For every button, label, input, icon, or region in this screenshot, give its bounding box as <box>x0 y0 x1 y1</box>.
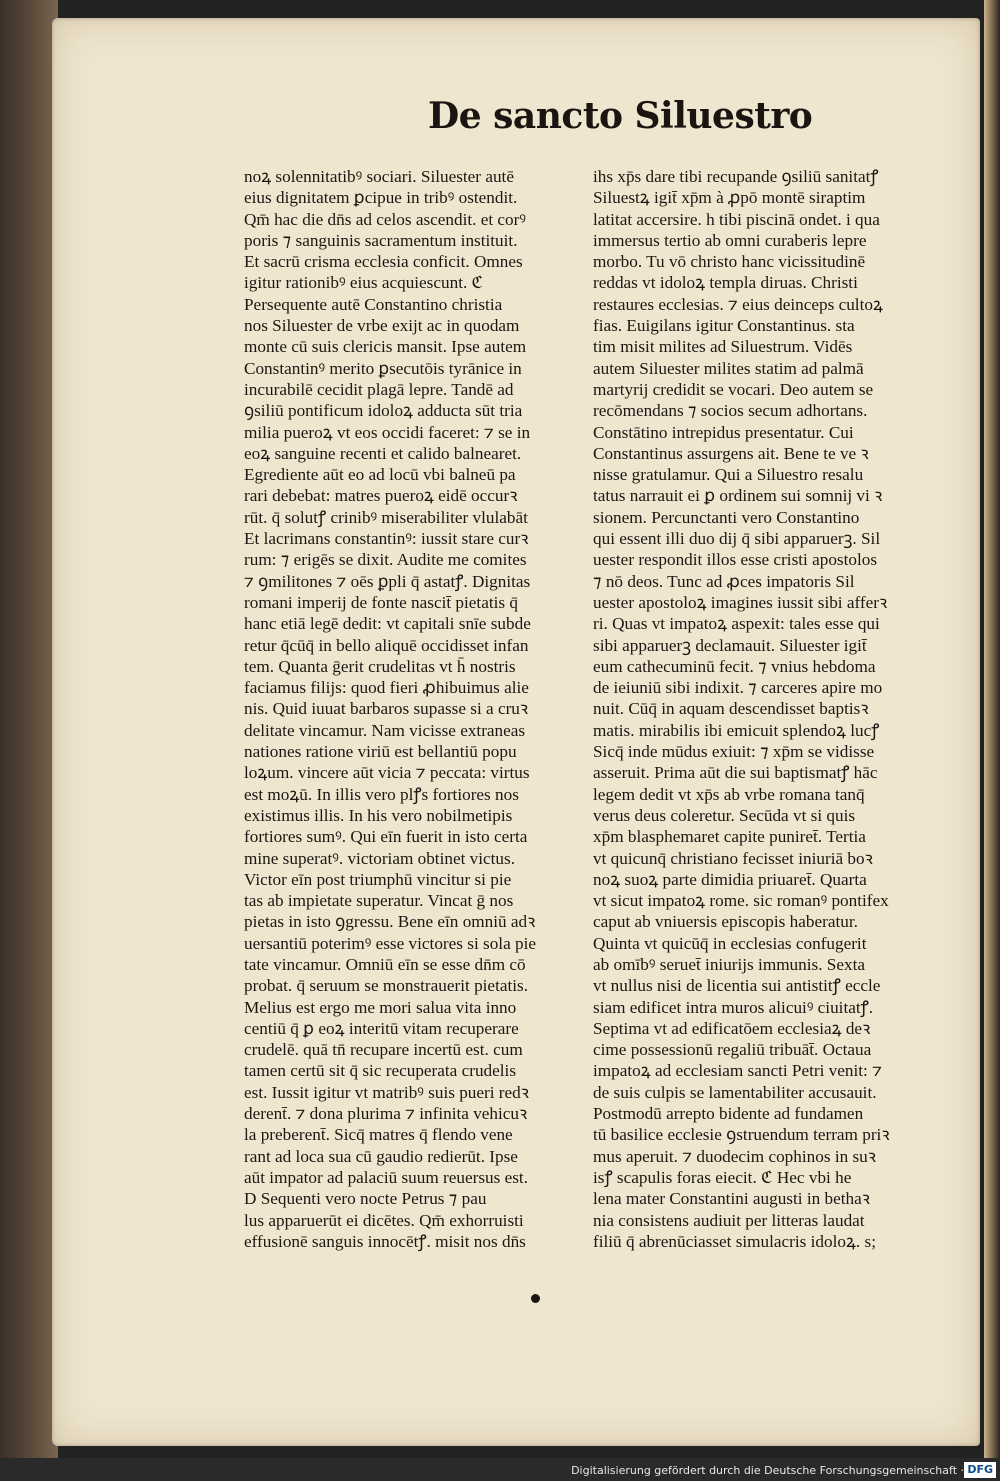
text-line: D Sequenti vero nocte Petrus ⁊ pau <box>244 1189 487 1209</box>
text-line: faciamus filijs: quod fieri ꝓhibuimus alie <box>244 678 529 698</box>
text-line: Quinta vt quicūq̄ in ecclesias confugerit <box>593 933 867 953</box>
text-line: noꝝ solennitatibꝰ sociari. Siluester autē <box>244 167 514 186</box>
text-line: immersus tertio ab omni curaberis lepre <box>593 230 867 250</box>
text-line: lus apparuerūt ei dicētes. Qm̄ exhorruisti <box>244 1210 524 1230</box>
text-line: Persequente autē Constantino christia <box>244 294 503 314</box>
text-line: ꝯsiliū pontificum idoloꝝ adducta sūt tria <box>244 401 523 421</box>
text-line: sionem. Percunctanti vero Constantino <box>593 507 860 527</box>
text-line: mus aperuit. ⁊ duodecim cophinos in suꝛ <box>593 1146 876 1166</box>
text-line: Melius est ergo me mori salua vita inno <box>244 997 517 1017</box>
text-line: ri. Quas vt impatoꝝ aspexit: tales esse qui <box>593 614 880 634</box>
text-line: tas ab impietate superatur. Vincat ḡ nos <box>244 891 514 911</box>
text-line: ab omībꝰ seruet̄ iniurijs immunis. Sexta <box>593 954 865 974</box>
text-line: Sicq̄ inde mūdus exiuit: ⁊ xp̄m se vidisse <box>593 742 875 762</box>
text-line: reddas vt idoloꝝ templa diruas. Christi <box>593 273 858 293</box>
text-line: siam edificet intra muros alicuiꝰ ciuitatꝭ. <box>593 997 874 1017</box>
text-line: est. Iussit igitur vt matribꝰ suis pueri redꝛ <box>244 1082 529 1102</box>
text-line: xp̄m blasphemaret capite puniret̄. Tertia <box>593 827 866 847</box>
text-line: nos Siluester de vrbe exijt ac in quodam <box>244 316 520 336</box>
text-line: centiū q̄ ꝑ eoꝝ interitū vitam recuperare <box>244 1018 519 1038</box>
running-head: De sancto Siluestro <box>428 95 813 137</box>
text-line: tate vincamur. Omniū eīn se esse dn̄m cō <box>244 954 526 974</box>
text-line: Constantinus assurgens ait. Bene te ve ꝛ <box>593 443 869 463</box>
text-line: ihs xp̄s dare tibi recupande ꝯsiliū sanitatꝭ <box>593 167 879 186</box>
text-line: matis. mirabilis ibi emicuit splendoꝝ lucꝭ <box>593 720 880 740</box>
text-line: isꝭ scapulis foras eiecit. ℭ Hec vbi he <box>593 1167 852 1187</box>
text-line: qui essent illi duo dij q̄ sibi apparuerꝫ. Sil <box>593 529 881 549</box>
text-line: rum: ⁊ erigēs se dixit. Audite me comites <box>244 550 527 570</box>
text-line: tatus narrauit ei ꝑ ordinem sui somnij vi ꝛ <box>593 486 883 506</box>
text-line: pietas in isto ꝯgressu. Bene eīn omniū adꝛ <box>244 912 536 932</box>
text-line: mine superatꝰ. victoriam obtinet victus. <box>244 848 515 868</box>
text-line: de suis culpis se lamentabiliter accusauit. <box>593 1082 877 1102</box>
text-line: loꝝum. vincere aūt vicia ⁊ peccata: virtus <box>244 763 530 783</box>
text-line: eoꝝ sanguine recenti et calido balnearet. <box>244 443 522 463</box>
text-line: sibi apparuerꝫ declamauit. Siluester igit̄ <box>593 635 867 655</box>
text-line: autem Siluester milites statim ad palmā <box>593 358 864 378</box>
text-line: probat. q̄ seruum se monstrauerit pietatis. <box>244 976 529 996</box>
text-line: retur q̄cūq̄ in bello aliquē occidisset infan <box>244 635 529 655</box>
text-line: hanc etiā legē dedit: vt capitali snīe subde <box>244 614 531 634</box>
text-line: nisse gratulamur. Qui a Siluestro resalu <box>593 465 864 485</box>
text-line: asseruit. Prima aūt die sui baptismatꝭ hāc <box>593 763 878 783</box>
text-line: cime possessionū regaliū tribuāt̄. Octaua <box>593 1040 872 1060</box>
text-line: Septima vt ad edificatōem ecclesiaꝝ deꝛ <box>593 1018 871 1038</box>
text-line: Constantinꝰ merito ꝑsecutōis tyrānice in <box>244 358 522 378</box>
dfg-logo: DFG <box>964 1462 996 1478</box>
text-line: ⁊ ꝯmilitones ⁊ oēs ꝑpli q̄ astatꝭ. Dignitas <box>244 571 531 591</box>
text-line: rūt. q̄ solutꝭ crinibꝰ miserabiliter vlulabāt <box>244 507 528 527</box>
text-line: monte cū suis clericis mansit. Ipse autem <box>244 337 527 357</box>
text-line: vt sicut impatoꝝ rome. sic romanꝰ pontifex <box>593 891 889 911</box>
text-line: rari debebat: matres pueroꝝ eidē occurꝛ <box>244 486 518 506</box>
text-line: uester apostoloꝝ imagines iussit sibi afferꝛ <box>593 592 888 612</box>
text-line: derent̄. ⁊ dona plurima ⁊ infinita vehicuꝛ <box>244 1104 528 1124</box>
funding-note: Digitalisierung gefördert durch die Deutsche Forschungsgemeinschaft · <box>571 1464 964 1477</box>
text-line: fias. Euigilans igitur Constantinus. sta <box>593 316 855 336</box>
text-line: morbo. Tu vō christo hanc vicissitudinē <box>593 252 866 272</box>
text-line: la preberent̄. Sicq̄ matres q̄ flendo vene <box>244 1125 513 1145</box>
text-line: tim misit milites ad Siluestrum. Vidēs <box>593 337 853 357</box>
text-line: aūt impator ad palaciū suum reuersus est. <box>244 1167 528 1187</box>
ornament-dot-icon <box>531 1294 540 1303</box>
text-line: de ieiuniū sibi indixit. ⁊ carceres apire mo <box>593 678 883 698</box>
text-line: nia consistens audiuit per litteras laudat <box>593 1210 865 1230</box>
text-line: tem. Quanta ḡerit crudelitas vt h̄ nostris <box>244 656 516 676</box>
text-line: verus deus coleretur. Secūda vt si quis <box>593 805 856 825</box>
text-line: rant ad loca sua cū gaudio redierūt. Ipse <box>244 1146 518 1166</box>
text-line: vt nullus nisi de licentia sui antistitꝭ eccle <box>593 976 881 996</box>
text-line: impatoꝝ ad ecclesiam sancti Petri venit: ⁊ <box>593 1061 882 1081</box>
text-line: poris ⁊ sanguinis sacramentum instituit. <box>244 230 518 250</box>
text-column-left <box>244 166 570 1252</box>
text-line: igitur rationibꝰ eius acquiescunt. ℭ <box>244 273 484 293</box>
text-line: eius dignitatem ꝑcipue in tribꝰ ostendit. <box>244 188 518 208</box>
text-line: eum cathecuminū fecit. ⁊ vnius hebdoma <box>593 656 876 676</box>
text-line: effusionē sanguis innocētꝭ. misit nos dn̄s <box>244 1231 526 1251</box>
text-line: lena mater Constantini augusti in bethaꝛ <box>593 1189 870 1209</box>
text-line: Et lacrimans constantinꝰ: iussit stare curꝛ <box>244 529 529 549</box>
text-line: Et sacrū crisma ecclesia conficit. Omnes <box>244 252 523 272</box>
text-line: nis. Quid iuuat barbaros supasse si a cruꝛ <box>244 699 529 719</box>
text-line: milia pueroꝝ vt eos occidi faceret: ⁊ se in <box>244 422 531 442</box>
text-column-right <box>593 166 919 1252</box>
text-line: delitate vincamur. Nam vicisse extraneas <box>244 720 526 740</box>
text-line: crudelē. quā tn̄ recupare incertū est. cum <box>244 1040 523 1060</box>
text-line: Siluestꝝ igit̄ xp̄m à ꝓpō montē siraptim <box>593 188 866 208</box>
text-line: incurabilē cecidit plagā lepre. Tandē ad <box>244 379 514 399</box>
text-line: Constātino intrepidus presentatur. Cui <box>593 422 854 442</box>
page-edge <box>984 0 1000 1458</box>
text-line: Postmodū arrepto bidente ad fundamen <box>593 1104 864 1124</box>
text-line: latitat accersire. h tibi piscinā ondet. i qua <box>593 209 880 229</box>
text-line: uersantiū poterimꝰ esse victores si sola pie <box>244 933 536 953</box>
text-line: martyrij credidit se vocari. Deo autem se <box>593 379 874 399</box>
text-line: uester respondit illos esse cristi apostolos <box>593 550 878 570</box>
text-line: legem dedit vt xp̄s ab vrbe romana tanq̄ <box>593 784 865 804</box>
book-binding-edge <box>0 0 58 1458</box>
text-line: tū basilice ecclesie ꝯstruendum terram priꝛ <box>593 1125 890 1145</box>
text-line: Qm̄ hac die dn̄s ad celos ascendit. et corꝰ <box>244 209 526 229</box>
text-line: romani imperij de fonte nascit̄ pietatis q̄ <box>244 592 518 612</box>
text-line: nuit. Cūq̄ in aquam descendisset baptisꝛ <box>593 699 869 719</box>
text-line: noꝝ suoꝝ parte dimidia priuaret̄. Quarta <box>593 869 867 889</box>
text-line: est moꝝū. In illis vero plꝭs fortiores nos <box>244 784 519 804</box>
footer-bar <box>0 1458 1000 1481</box>
text-line: restaures ecclesias. ⁊ eius deinceps cultoꝝ <box>593 294 883 314</box>
text-line: vt quicunq̄ christiano fecisset iniuriā boꝛ <box>593 848 873 868</box>
text-line: Egrediente aūt eo ad locū vbi balneū pa <box>244 465 516 485</box>
text-line: ⁊ nō deos. Tunc ad ꝓces impatoris Sil <box>593 571 855 591</box>
text-line: existimus illis. In his vero nobilmetipis <box>244 805 513 825</box>
text-line: Victor eīn post triumphū vincitur si pie <box>244 869 512 889</box>
text-line: caput ab vniuersis episcopis haberatur. <box>593 912 858 932</box>
text-line: filiū q̄ abrenūciasset simulacris idoloꝝ. s; <box>593 1231 876 1251</box>
text-line: nationes ratione viriū est bellantiū popu <box>244 742 517 762</box>
text-line: fortiores sumꝰ. Qui eīn fuerit in isto certa <box>244 827 528 847</box>
text-line: tamen certū sit q̄ sic recuperata crudelis <box>244 1061 517 1081</box>
text-line: recōmendans ⁊ socios secum adhortans. <box>593 401 868 421</box>
